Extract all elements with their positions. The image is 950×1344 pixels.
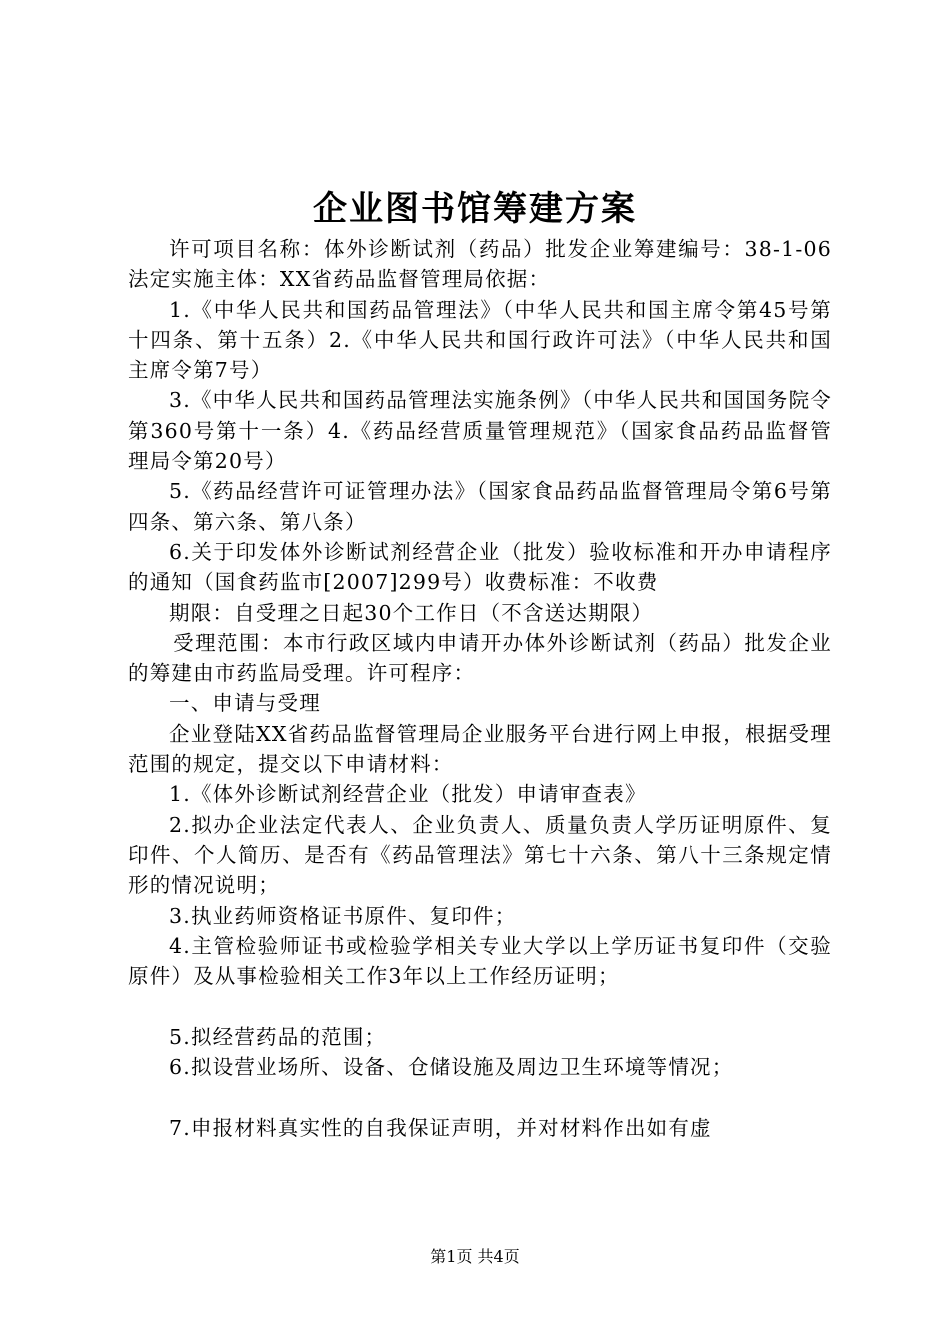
paragraph-basis-1-2: 1.《中华人民共和国药品管理法》（中华人民共和国主席令第45号第十四条、第十五条）2.《中华人民共和国行政许可法》（中华人民共和国主席令第7号） xyxy=(128,297,832,383)
paragraph-basis-6: 6.关于印发体外诊断试剂经营企业（批发）验收标准和开办申请程序的通知（国食药监市[2007]299号）收费标准：不收费 xyxy=(128,539,832,595)
list-item-material-6: 6.拟设营业场所、设备、仓储设施及周边卫生环境等情况； xyxy=(169,1055,734,1080)
document-title: 企业图书馆筹建方案 xyxy=(313,189,637,229)
document-body xyxy=(128,234,832,1143)
list-item-material-7: 7.申报材料真实性的自我保证声明，并对材料作出如有虚 xyxy=(169,1115,712,1140)
list-item-material-1: 1.《体外诊断试剂经营企业（批发）申请审查表》 xyxy=(169,782,647,807)
page-number-footer: 第1页 共4页 xyxy=(430,1247,520,1266)
paragraph-online-application: 企业登陆XX省药品监督管理局企业服务平台进行网上申报，根据受理范围的规定，提交以下申请材料： xyxy=(128,721,832,777)
section-heading-application: 一、申请与受理 xyxy=(169,691,321,716)
list-item-material-2: 2.拟办企业法定代表人、企业负责人、质量负责人学历证明原件、复印件、个人简历、是否有《药品管理法》第七十六条、第八十三条规定情形的情况说明； xyxy=(128,812,832,898)
paragraph-scope: 受理范围：本市行政区域内申请开办体外诊断试剂（药品）批发企业的筹建由市药监局受理。许可程序： xyxy=(128,630,832,686)
list-item-material-4: 4.主管检验师证书或检验学相关专业大学以上学历证书复印件（交验原件）及从事检验相关工作3年以上工作经历证明； xyxy=(128,933,832,989)
paragraph-license-item: 许可项目名称：体外诊断试剂（药品）批发企业筹建编号：38-1-06法定实施主体：XX省药品监督管理局依据： xyxy=(128,237,832,292)
list-item-material-5: 5.拟经营药品的范围； xyxy=(169,1024,387,1049)
list-item-material-3: 3.执业药师资格证书原件、复印件； xyxy=(169,903,517,928)
paragraph-time-limit: 期限：自受理之日起30个工作日（不含送达期限） xyxy=(169,600,654,625)
paragraph-basis-5: 5.《药品经营许可证管理办法》（国家食品药品监督管理局令第6号第四条、第六条、第八条） xyxy=(128,479,832,534)
blank-line xyxy=(128,991,832,1021)
paragraph-basis-3-4: 3.《中华人民共和国药品管理法实施条例》（中华人民共和国国务院令第360号第十一条）4.《药品经营质量管理规范》（国家食品药品监督管理局令第20号） xyxy=(128,388,832,474)
blank-line xyxy=(128,1082,832,1112)
